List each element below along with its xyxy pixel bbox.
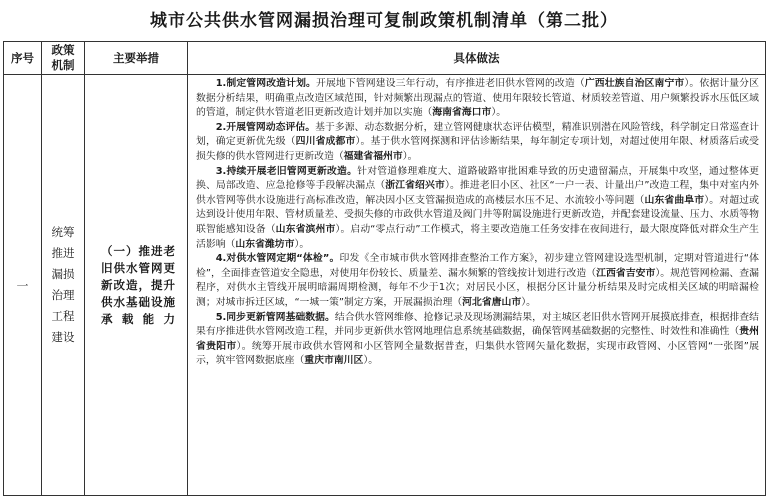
practice-text: 针对管道修理难度大、道路破路审批困难导致的历史遗留漏点，开展集中攻坚，通过整体更换、局部改造、应急抢修等手段解决漏点（: [196, 165, 759, 192]
city-name: 海南省海口市: [432, 107, 492, 119]
practice-paragraph-2: [196, 121, 759, 165]
practice-heading: 开展管网动态评估。: [226, 121, 316, 133]
header-mechanism: [42, 42, 85, 75]
header-mechanism-line1: 政策: [51, 43, 75, 57]
practice-text: ）。: [521, 296, 536, 308]
city-name: 江西省吉安市: [596, 267, 656, 279]
practice-heading: 对供水管网定期“体检”。: [226, 253, 340, 265]
practice-text: 开展地下管网建设三年行动，有序推进老旧供水管网的改造（: [316, 78, 585, 89]
measure-line: 旧供水管网更: [101, 260, 175, 275]
practice-number: 4.: [215, 253, 227, 265]
practice-text: ）。: [491, 107, 507, 119]
header-practices: 具体做法: [188, 42, 766, 75]
header-measures: 主要举措: [85, 42, 188, 75]
city-name: 四川省成都市: [295, 136, 356, 148]
row-practices: [188, 75, 766, 496]
header-index: 序号: [4, 42, 42, 75]
page-title: 城市公共供水管网漏损治理可复制政策机制清单（第二批）: [150, 11, 618, 31]
practice-text: ）。推进老旧小区、社区“一户一表、计量出户”改造工程，集中对室内外供水管网等供水设施进行高标准改造，解决因小区支管漏损造成的高楼层水压不足、水流较小等问题（: [196, 180, 759, 206]
mechanism-line: 推进: [51, 246, 75, 260]
practice-text: 基于多源、动态数据分析，建立管网健康状态评估模型，精准识别潜在风险管线，科学制定日常巡查计划，确定更新优先级（: [196, 121, 759, 148]
table-header-row: [4, 42, 766, 75]
table-row: [4, 75, 766, 496]
practice-text: ）。: [363, 355, 379, 367]
practice-text: ）。基于供水管网探测和评估诊断结果，每年制定专项计划，对超过使用年限、材质落后或受损失修的供水管网进行更新改造（: [196, 136, 759, 162]
measure-line: 承载能力: [101, 311, 175, 326]
practice-text: ）。依据计量分区数据分析结果，明确重点改造区域范围，针对频繁出现漏点的管道、使用年限较长管道、材质较差管道、用户频繁投诉水压低区域的管道，制定供水管道老旧更新改造计划并加以实施（: [196, 78, 759, 119]
city-name: 广西壮族自治区南宁市: [584, 78, 685, 89]
policy-table: [3, 41, 766, 496]
city-name: 山东省潍坊市: [235, 238, 295, 250]
mechanism-line: 漏损: [51, 267, 75, 281]
practice-number: 3.: [215, 165, 227, 177]
practice-heading: 持续开展老旧管网更新改造。: [226, 165, 358, 177]
practice-number: 1.: [215, 78, 227, 89]
city-name: 贵州省贵阳市: [196, 326, 759, 352]
measure-line: 新改造，提升: [101, 277, 175, 292]
row-measure: [85, 75, 188, 496]
practice-number: 5.: [215, 311, 227, 323]
measure-line: 供水基础设施: [101, 294, 175, 309]
practice-text: 结合供水管网维修、抢修记录及现场测漏结果，对主城区老旧供水管网开展摸底排查，根据排查结果有序推进供水管网改造工程，并同步更新供水管网地理信息系统基础数据，确保管网基础数据的完整性、时效性和准确性（: [196, 311, 759, 338]
mechanism-line: 治理: [51, 288, 75, 302]
row-index: 一: [4, 75, 42, 496]
practice-number: 2.: [215, 121, 227, 133]
practice-text: ）。启动“零点行动”工作模式，将主要改造施工任务安排在夜间进行，最大限度降低对群众生产生活影响（: [196, 223, 759, 250]
city-name: 福建省福州市: [343, 150, 403, 162]
practice-paragraph-1: [196, 77, 759, 121]
practice-paragraph-4: [196, 252, 759, 310]
practice-paragraph-3: [196, 165, 759, 253]
city-name: 山东省曲阜市: [644, 194, 705, 206]
header-mechanism-line2: 机制: [51, 58, 75, 72]
practice-heading: 制定管网改造计划。: [226, 78, 316, 89]
city-name: 河北省唐山市: [462, 296, 522, 308]
practice-text: ）。: [294, 238, 310, 250]
city-name: 浙江省绍兴市: [385, 180, 445, 192]
practice-text: 印发《全市城市供水管网排查整治工作方案》，初步建立管网建设选型机制，定期对管道进行“体检”，全面排查管道安全隐患，对使用年份较长、质量差、漏水频繁的管线按计划进行改造（: [196, 253, 759, 279]
row-mechanism: [42, 75, 85, 496]
city-name: 山东省滨州市: [275, 223, 336, 235]
mechanism-line: 建设: [51, 330, 75, 344]
measure-line: （一）推进老: [101, 243, 175, 258]
practice-text: ）。: [402, 150, 418, 162]
practice-text: ）。统筹开展市政供水管网和小区管网全量数据普查，归集供水管网矢量化数据，实现市政管网、小区管网“一张图”展示，筑牢管网数据底座（: [196, 340, 759, 367]
practice-heading: 同步更新管网基础数据。: [226, 311, 335, 323]
mechanism-line: 统筹: [51, 225, 75, 239]
mechanism-line: 工程: [51, 309, 75, 323]
practice-paragraph-5: [196, 311, 759, 369]
city-name: 重庆市南川区: [304, 355, 364, 367]
practice-text: ）。规范管网检漏、查漏程序，对供水主管线开展明暗漏周期检测，每年不少于1次；对居民小区，根据分区计量分析结果及时完成相关区域的明暗漏检测；对城市拆迁区域，“一城一策”制定方案，开展漏损治理（: [196, 267, 759, 308]
practice-text: ）。对超过或达到设计使用年限、管材质量差、受损失修的市政供水管道及阀门井等附属设施进行更新改造，并配套建设流量、压力、水质等物联智能感知设备（: [196, 194, 759, 235]
